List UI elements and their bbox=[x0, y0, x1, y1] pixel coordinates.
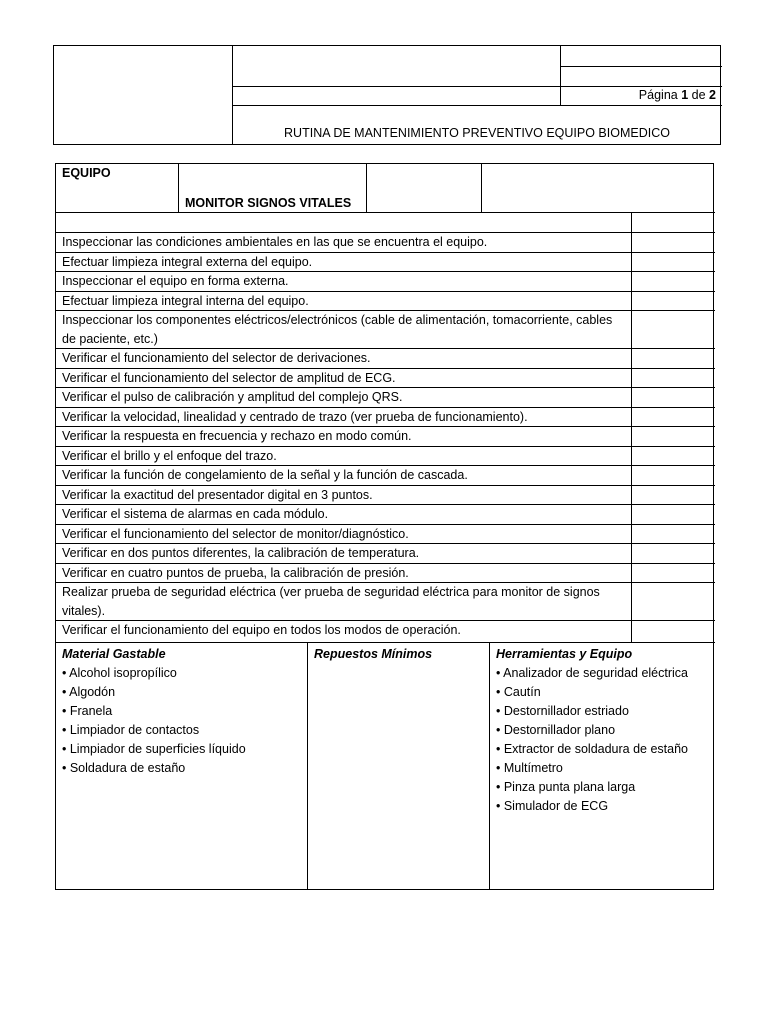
material-item: • Franela bbox=[62, 704, 113, 718]
material-item: • Algodón bbox=[62, 685, 116, 699]
page-current: 1 bbox=[681, 88, 689, 102]
header-divider bbox=[232, 86, 722, 87]
table-divider bbox=[56, 212, 715, 213]
table-divider bbox=[366, 164, 367, 212]
check-column-divider bbox=[631, 212, 632, 642]
table-divider bbox=[56, 642, 715, 643]
table-divider bbox=[56, 543, 715, 544]
tool-item: • Pinza punta plana larga bbox=[496, 780, 636, 794]
task-row: Verificar el brillo y el enfoque del trazo. bbox=[62, 448, 277, 463]
table-divider bbox=[56, 368, 715, 369]
table-divider bbox=[56, 387, 715, 388]
table-divider bbox=[56, 465, 715, 466]
tool-item: • Analizador de seguridad eléctrica bbox=[496, 666, 688, 680]
table-divider bbox=[56, 582, 715, 583]
table-divider bbox=[56, 485, 715, 486]
table-divider bbox=[56, 348, 715, 349]
page-total: 2 bbox=[709, 88, 716, 102]
material-item: • Soldadura de estaño bbox=[62, 761, 186, 775]
task-row: Verificar la respuesta en frecuencia y rechazo en modo común. bbox=[62, 429, 412, 443]
task-row: Verificar la función de congelamiento de la señal y la función de cascada. bbox=[62, 468, 468, 482]
maintenance-routine-table bbox=[55, 163, 714, 890]
table-divider bbox=[56, 252, 715, 253]
task-row: Verificar el funcionamiento del selector de derivaciones. bbox=[62, 351, 371, 365]
task-row: Verificar el funcionamiento del selector de monitor/diagnóstico. bbox=[62, 526, 409, 541]
materials-column bbox=[62, 645, 302, 778]
header-divider bbox=[232, 105, 722, 106]
material-item: • Limpiador de superficies líquido bbox=[62, 742, 246, 756]
table-divider bbox=[56, 291, 715, 292]
tool-item: • Cautín bbox=[496, 685, 541, 699]
table-divider bbox=[56, 504, 715, 505]
spares-column bbox=[314, 645, 484, 664]
task-row: Efectuar limpieza integral interna del equipo. bbox=[62, 293, 309, 308]
task-row: Verificar la exactitud del presentador digital en 3 puntos. bbox=[62, 487, 373, 502]
material-item: • Limpiador de contactos bbox=[62, 723, 200, 737]
table-divider bbox=[56, 310, 715, 311]
tools-title: Herramientas y Equipo bbox=[496, 647, 633, 661]
material-item: • Alcohol isopropílico bbox=[62, 666, 177, 680]
tool-item: • Multímetro bbox=[496, 761, 563, 775]
task-row: Verificar la velocidad, linealidad y centrado de trazo (ver prueba de funcionamiento). bbox=[62, 409, 528, 424]
task-row: Inspeccionar los componentes eléctricos/electrónicos (cable de alimentación, tomacorriente, cables de paciente, etc.) bbox=[62, 313, 613, 346]
task-row: Verificar en dos puntos diferentes, la calibración de temperatura. bbox=[62, 546, 420, 560]
tools-list bbox=[496, 664, 706, 816]
equipment-name: MONITOR SIGNOS VITALES bbox=[185, 196, 352, 210]
table-divider bbox=[56, 620, 715, 621]
tool-item: • Simulador de ECG bbox=[496, 799, 609, 813]
table-divider bbox=[56, 407, 715, 408]
task-row: Verificar el funcionamiento del selector de amplitud de ECG. bbox=[62, 370, 396, 385]
table-divider bbox=[56, 271, 715, 272]
materials-list bbox=[62, 664, 302, 778]
header-divider bbox=[560, 66, 722, 67]
page-number bbox=[560, 88, 716, 103]
logo-cell bbox=[54, 46, 232, 144]
tool-item: • Destornillador estriado bbox=[496, 704, 629, 718]
task-row: Verificar en cuatro puntos de prueba, la calibración de presión. bbox=[62, 565, 409, 580]
tools-column bbox=[496, 645, 706, 816]
tool-item: • Extractor de soldadura de estaño bbox=[496, 742, 688, 756]
table-divider bbox=[481, 164, 482, 212]
table-divider bbox=[307, 642, 308, 889]
tool-item: • Destornillador plano bbox=[496, 723, 616, 737]
table-divider bbox=[56, 563, 715, 564]
spares-title: Repuestos Mínimos bbox=[314, 647, 433, 661]
document-header-table bbox=[53, 45, 721, 145]
table-divider bbox=[56, 524, 715, 525]
table-divider bbox=[56, 426, 715, 427]
document-title: RUTINA DE MANTENIMIENTO PREVENTIVO EQUIPO BIOMEDICO bbox=[284, 126, 670, 140]
page-of: de bbox=[691, 88, 706, 102]
table-divider bbox=[56, 446, 715, 447]
task-row: Verificar el sistema de alarmas en cada módulo. bbox=[62, 507, 329, 521]
equipment-label: EQUIPO bbox=[62, 166, 111, 180]
table-divider bbox=[489, 642, 490, 889]
task-row: Inspeccionar el equipo en forma externa. bbox=[62, 274, 289, 288]
task-row: Efectuar limpieza integral externa del equipo. bbox=[62, 254, 313, 269]
table-divider bbox=[178, 164, 179, 212]
task-row: Verificar el pulso de calibración y amplitud del complejo QRS. bbox=[62, 390, 403, 404]
task-row: Realizar prueba de seguridad eléctrica (ver prueba de seguridad eléctrica para monitor de signos vitales). bbox=[62, 585, 600, 618]
task-row: Inspeccionar las condiciones ambientales en las que se encuentra el equipo. bbox=[62, 235, 488, 249]
task-row: Verificar el funcionamiento del equipo en todos los modos de operación. bbox=[62, 623, 461, 637]
page-label: Página bbox=[638, 88, 678, 102]
materials-title: Material Gastable bbox=[62, 647, 166, 661]
